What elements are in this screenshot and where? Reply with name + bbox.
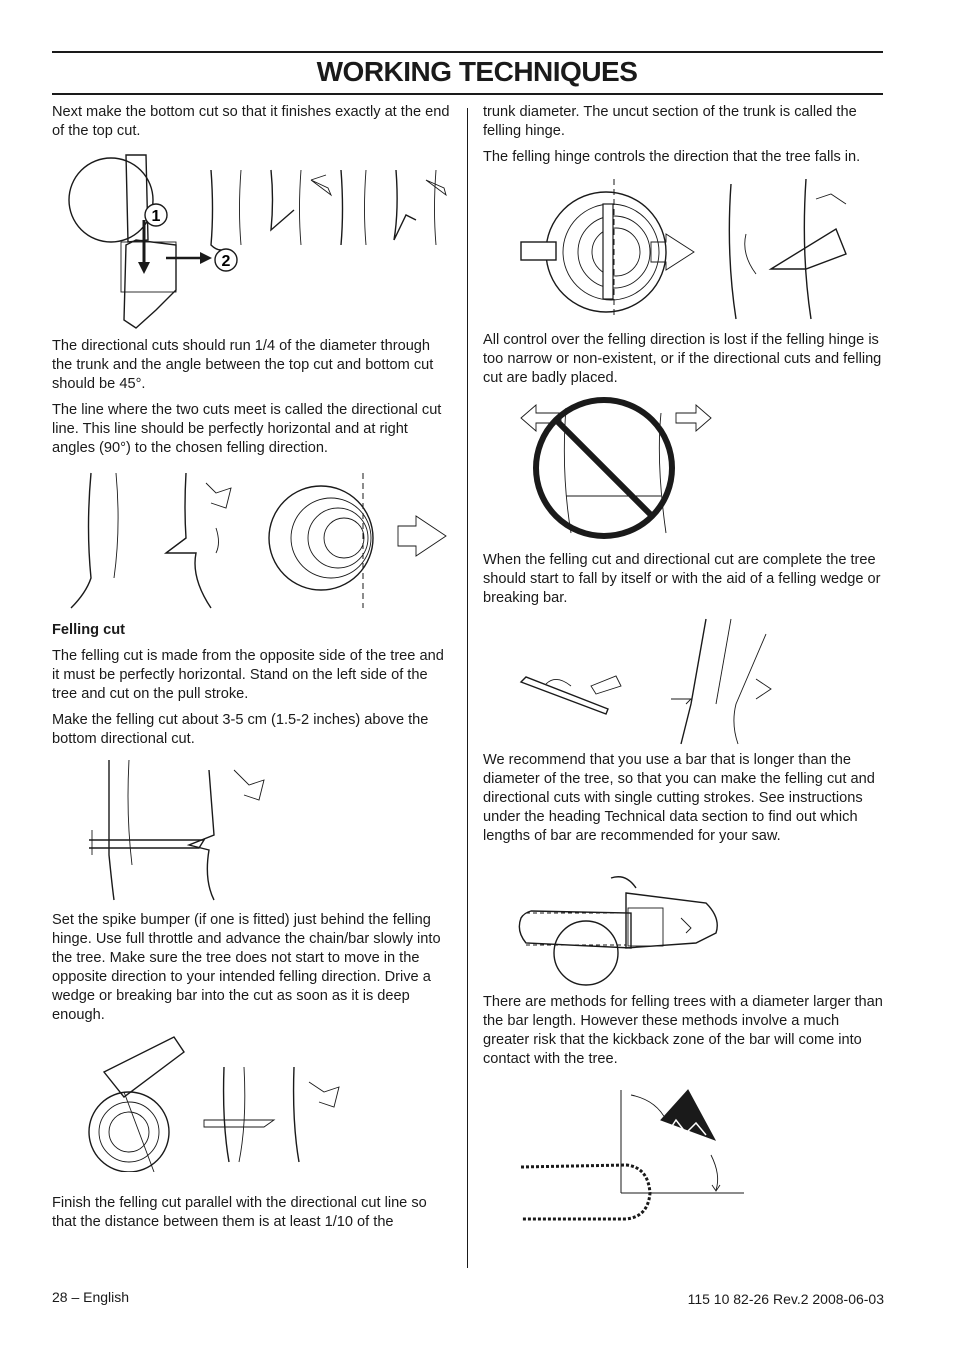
left-text-5 <box>52 1194 452 1232</box>
figure-bottom-cut <box>66 150 456 335</box>
column-divider <box>467 108 468 1268</box>
figure-kickback-zone <box>516 1085 751 1230</box>
left-text-3 <box>52 621 452 749</box>
right-text-4 <box>483 751 888 846</box>
header-rule-top <box>52 51 883 53</box>
page-title: WORKING TECHNIQUES <box>316 56 638 87</box>
paragraph-tree-fall: When the felling cut and directional cut are complete the tree should start to fall by itself or with the aid of a felling wedge or breaking bar. <box>483 552 881 606</box>
header-rule-bottom <box>52 93 883 95</box>
paragraph-bar-length: We recommend that you use a bar that is longer than the diameter of the tree, so that you can make the felling cut and directional cuts with single cutting strokes. See instructions under the heading Technical data section to find out which lengths of bar are recommended for your saw. <box>483 752 875 844</box>
paragraph-control-lost: All control over the felling direction is lost if the felling hinge is too narrow or non-existent, or if the directional cuts and felling cut are badly placed. <box>483 332 882 386</box>
figure-wedge <box>84 1032 364 1172</box>
figure-felling-cut-height <box>84 755 269 905</box>
paragraph-kickback-risk: There are methods for felling trees with a diameter larger than the bar length. However these methods involve a much greater risk that the kickback zone of the bar will come into contact with the tree. <box>483 994 883 1067</box>
right-text-3 <box>483 551 888 608</box>
figure-breaking-bar <box>516 614 776 749</box>
left-text-2 <box>52 337 452 458</box>
right-text-1 <box>483 103 888 167</box>
paragraph-felling-hinge: trunk diameter. The uncut section of the trunk is called the felling hinge. <box>483 104 857 139</box>
paragraph-spike-bumper: Set the spike bumper (if one is fitted) just behind the felling hinge. Use full throttle and advance the chain/bar slowly into the tree. Make sure the tree does not start to move in the opposite direction to your intended felling direction. Drive a wedge or breaking bar into the cut as soon as it is deep enough. <box>52 912 441 1023</box>
paragraph-felling-cut: The felling cut is made from the opposite side of the tree and it must be perfectly horizontal. Stand on the left side of the tree and cut on the pull stroke. <box>52 648 444 702</box>
figure-felling-hinge <box>516 174 861 324</box>
paragraph-directional-cuts: The directional cuts should run 1/4 of the diameter through the trunk and the angle between the top cut and bottom cut should be 45°. <box>52 338 434 392</box>
paragraph-felling-height: Make the felling cut about 3-5 cm (1.5-2 inches) above the bottom directional cut. <box>52 712 429 747</box>
figure-directional-cut-angle <box>66 468 451 613</box>
figure-chainsaw-bar <box>516 873 726 988</box>
paragraph-directional-cut-line: The line where the two cuts meet is called the directional cut line. This line should be perfectly horizontal and at right angles (90°) to the chosen felling direction. <box>52 402 442 456</box>
page-number: 28 – English <box>52 1289 130 1305</box>
figure-label-2: 2 <box>221 253 231 270</box>
paragraph-hinge-direction: The felling hinge controls the direction that the tree falls in. <box>483 149 861 165</box>
paragraph-finish-felling-cut: Finish the felling cut parallel with the directional cut line so that the distance between them is at least 1/10 of the <box>52 1195 427 1230</box>
right-text-5 <box>483 993 888 1069</box>
figure-prohibited-cut <box>516 393 716 543</box>
figure-label-1: 1 <box>151 208 161 225</box>
right-text-2 <box>483 331 888 388</box>
paragraph-bottom-cut: Next make the bottom cut so that it finishes exactly at the end of the top cut. <box>52 104 450 139</box>
left-text-4 <box>52 911 452 1025</box>
document-reference: 115 10 82-26 Rev.2 2008-06-03 <box>687 1291 884 1307</box>
heading-felling-cut: Felling cut <box>52 622 125 638</box>
left-text-1 <box>52 103 452 141</box>
